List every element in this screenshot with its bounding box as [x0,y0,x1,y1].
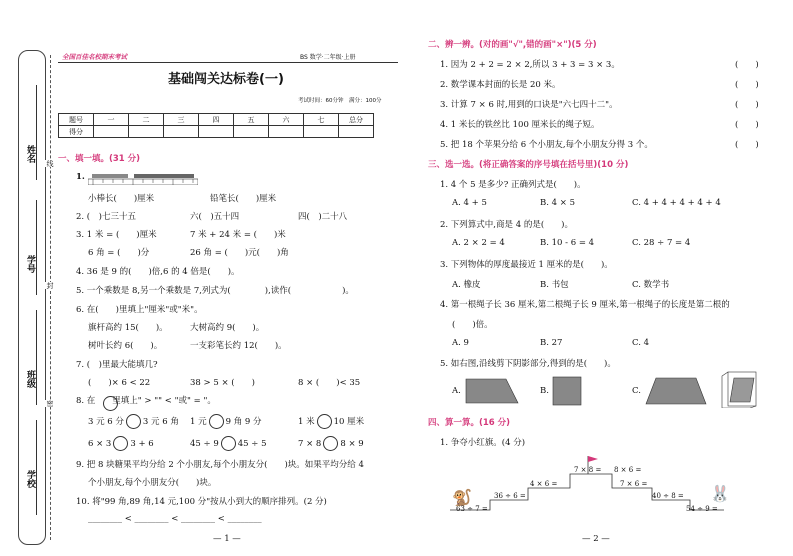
score-input[interactable] [304,126,339,138]
section-1-title: 一、填一填。(31 分) [58,154,141,164]
q8-row-1b [190,414,262,429]
compare-circle[interactable] [221,436,236,451]
ruler-image [88,170,198,182]
q2-a: 2. ( )七三十五 [76,212,136,222]
judge-item-5: 5. 把 18 个苹果分给 6 个小朋友,每个小朋友分得 3 个。 [440,140,653,150]
q8-b-left: 1 元 [190,417,207,427]
score-input[interactable] [339,126,374,138]
calc-step[interactable]: 7 × 6 = [620,480,648,488]
choice-q4-c[interactable]: C. 4 [632,338,650,348]
q8-a-left: 3 元 6 分 [88,417,124,427]
q7: 7. ( )里最大能填几? [76,360,158,370]
calc-step[interactable]: 63 ÷ 7 = [456,505,488,513]
q6-d: 一支彩笔长约 12( )。 [190,341,287,351]
judge-item-2: 2. 数学课本封面的长是 20 米。 [440,80,561,90]
section-2-title: 二、辨一辨。(对的画"√",错的画"×")(5 分) [428,40,597,50]
choice-q3-c[interactable]: C. 数学书 [632,280,670,290]
id-label: 学号 [25,255,35,273]
q8-d-right: 3 + 6 [130,439,154,449]
q8-f-right: 8 × 9 [340,439,364,449]
judge-item-3: 3. 计算 7 × 6 时,用到的口诀是"六七四十二"。 [440,100,618,110]
judge-item-4: 4. 1 米长的铁丝比 100 厘米长的绳子短。 [440,120,600,130]
score-cell: 五 [234,114,269,126]
choice-q5-b[interactable]: B. [540,386,549,396]
calc-step[interactable]: 36 ÷ 6 = [494,492,526,500]
q3-a: 3. 1 米 = ( )厘米 [76,230,157,240]
shape-option-a [462,377,520,409]
shape-option-b [552,376,582,410]
choice-q5-c[interactable]: C. [632,386,641,396]
page-number-2: — 2 — [582,534,610,544]
section-4-title: 四、算一算。(16 分) [428,418,511,428]
exam-info: 考试时间：60分钟 满分：100分 [298,98,382,104]
q8-row-2a [88,436,154,451]
q8-c-left: 1 米 [298,417,315,427]
q2-b: 六( )五十四 [190,212,240,222]
score-input[interactable] [129,126,164,138]
judge-item-1: 1. 因为 2 + 2 = 2 × 2,所以 3 + 3 = 3 × 3。 [440,60,620,70]
choice-q2-c[interactable]: C. 28 ÷ 7 = 4 [632,238,691,248]
q3-d: 26 角 = ( )元( )角 [190,248,289,258]
q8-a-right: 3 元 6 角 [142,417,179,427]
series-text: BS 数学·二年级·上册 [300,54,356,61]
seal-mark-secret: 密 [46,400,54,407]
choice-q3-b[interactable]: B. 书包 [540,280,569,290]
q6: 6. 在( )里填上"厘米"或"米"。 [76,305,203,315]
score-cell: 总分 [339,114,374,126]
choice-q4-line-2: ( )倍。 [452,320,493,330]
binding-dashed-line [50,55,51,540]
seal-mark-line: 线 [46,160,54,167]
score-cell: 四 [199,114,234,126]
class-field-line [36,310,37,405]
calc-step[interactable]: 8 × 6 = [614,466,642,474]
shape-option-c [644,376,708,410]
score-cell: 六 [269,114,304,126]
calc-step[interactable]: 54 ÷ 9 = [686,505,718,513]
score-value-row [59,126,374,138]
q3-b: 7 米 + 24 米 = ( )米 [190,230,286,240]
score-header-row [59,114,374,126]
q4: 4. 36 是 9 的( )倍,6 的 4 倍是( )。 [76,267,240,277]
q8-row-2c [298,436,364,451]
q8-f-left: 7 × 8 [298,439,322,449]
choice-q4-a[interactable]: A. 9 [452,338,469,348]
school-field-line [36,420,37,515]
choice-q5: 5. 如右图,沿线剪下阴影部分,得到的是( )。 [440,359,616,369]
page-title: 基础闯关达标卷(一) [168,72,284,87]
q8-circle-sample [101,393,120,412]
score-input[interactable] [234,126,269,138]
q10: 10. 将"99 角,89 角,14 元,100 分"按从小到大的顺序排列。(2 分) [76,497,327,507]
judge-answer-5[interactable]: ( ) [735,140,759,150]
q9-line-2: 个小朋友,每个小朋友分( )块。 [88,478,217,488]
id-field-line [36,200,37,295]
q1-pencil-length: 铅笔长( )厘米 [210,194,277,204]
header-rule [58,62,398,63]
page-number-1: — 1 — [213,534,241,544]
q6-b: 大树高约 9( )。 [190,323,265,333]
choice-q1: 1. 4 个 5 是多少? 正确列式是( )。 [440,180,586,190]
compare-circle[interactable] [317,414,332,429]
q7-b: 38 > 5 × ( ) [190,378,255,388]
score-cell: 得分 [59,126,94,138]
choice-q3: 3. 下列物体的厚度最接近 1 厘米的是( )。 [440,260,613,270]
choice-q3-a[interactable]: A. 橡皮 [452,280,481,290]
q8-b-right: 9 角 9 分 [225,417,262,427]
q8-e-right: 45 ÷ 5 [237,439,267,449]
folded-paper-figure [720,370,758,412]
q9-line-1: 9. 把 8 块糖果平均分给 2 个小朋友,每个小朋友分( )块。如果平均分给 4 [76,460,364,470]
score-cell: 二 [129,114,164,126]
judge-answer-4[interactable]: ( ) [735,120,759,130]
choice-q1-c[interactable]: C. 4 + 4 + 4 + 4 + 4 [632,198,721,208]
compare-circle[interactable] [113,436,128,451]
q8: 8. 在 里填上" > "" < "或" = "。 [76,396,216,406]
mascot-left-icon: 🐒 [452,488,472,507]
q8-row-2b [190,436,267,451]
q1-number: 1. [76,172,85,182]
choice-q4-b[interactable]: B. 27 [540,338,563,348]
score-table [58,113,374,138]
compare-circle[interactable] [209,414,224,429]
q7-c: 8 × ( )< 35 [298,378,361,388]
score-input[interactable] [269,126,304,138]
judge-answer-2[interactable]: ( ) [735,80,759,90]
class-label: 班级 [25,370,35,388]
q10-answer-line[interactable]: ________ < ________ < ________ < ________ [88,514,262,524]
score-input[interactable] [199,126,234,138]
q3-c: 6 角 = ( )分 [88,248,150,258]
mascot-right-icon: 🐰 [710,484,730,503]
q5: 5. 一个乘数是 8,另一个乘数是 7,列式为( ),读作( )。 [76,286,354,296]
calc-q1: 1. 争夺小红旗。(4 分) [440,438,526,448]
q8-row-1c [298,414,364,429]
score-cell: 七 [304,114,339,126]
seal-mark-seal: 封 [46,282,54,289]
score-input[interactable] [164,126,199,138]
compare-circle[interactable] [323,436,338,451]
q1-stick-length: 小棒长( )厘米 [88,194,155,204]
choice-q1-a[interactable]: A. 4 + 5 [452,198,487,208]
score-cell: 一 [94,114,129,126]
choice-q2: 2. 下列算式中,商是 4 的是( )。 [440,220,573,230]
q6-a: 旗杆高约 15( )。 [88,323,168,333]
section-3-title: 三、选一选。(将正确答案的序号填在括号里)(10 分) [428,160,629,170]
choice-q4-line-1: 4. 第一根绳子长 36 厘米,第二根绳子长 9 厘米,第一根绳子的长度是第二根的 [440,300,730,310]
calc-step[interactable]: 40 ÷ 8 = [652,492,684,500]
q8-row-1a [88,414,179,429]
q2-c: 四( )二十八 [298,212,348,222]
q8-c-right: 10 厘米 [333,417,365,427]
name-label: 姓名 [25,145,35,163]
compare-circle[interactable] [126,414,141,429]
q8-e-left: 45 ÷ 9 [190,439,219,449]
calc-step[interactable]: 7 × 8 = [574,466,602,474]
calc-step[interactable]: 4 × 6 = [530,480,558,488]
choice-q1-b[interactable]: B. 4 × 5 [540,198,575,208]
choice-q2-b[interactable]: B. 10 - 6 = 4 [540,238,595,248]
choice-q2-a[interactable]: A. 2 × 2 = 4 [452,238,505,248]
q7-a: ( )× 6 < 22 [88,378,151,388]
q8-d-left: 6 × 3 [88,439,112,449]
score-input[interactable] [94,126,129,138]
score-cell: 题号 [59,114,94,126]
judge-answer-3[interactable]: ( ) [735,100,759,110]
name-field-line [36,85,37,180]
school-label: 学校 [25,470,35,488]
judge-answer-1[interactable]: ( ) [735,60,759,70]
q6-c: 树叶长约 6( )。 [88,341,163,351]
choice-q5-a[interactable]: A. [452,386,461,396]
banner-text: 全国百佳名校期末考试 [62,53,127,61]
score-cell: 三 [164,114,199,126]
